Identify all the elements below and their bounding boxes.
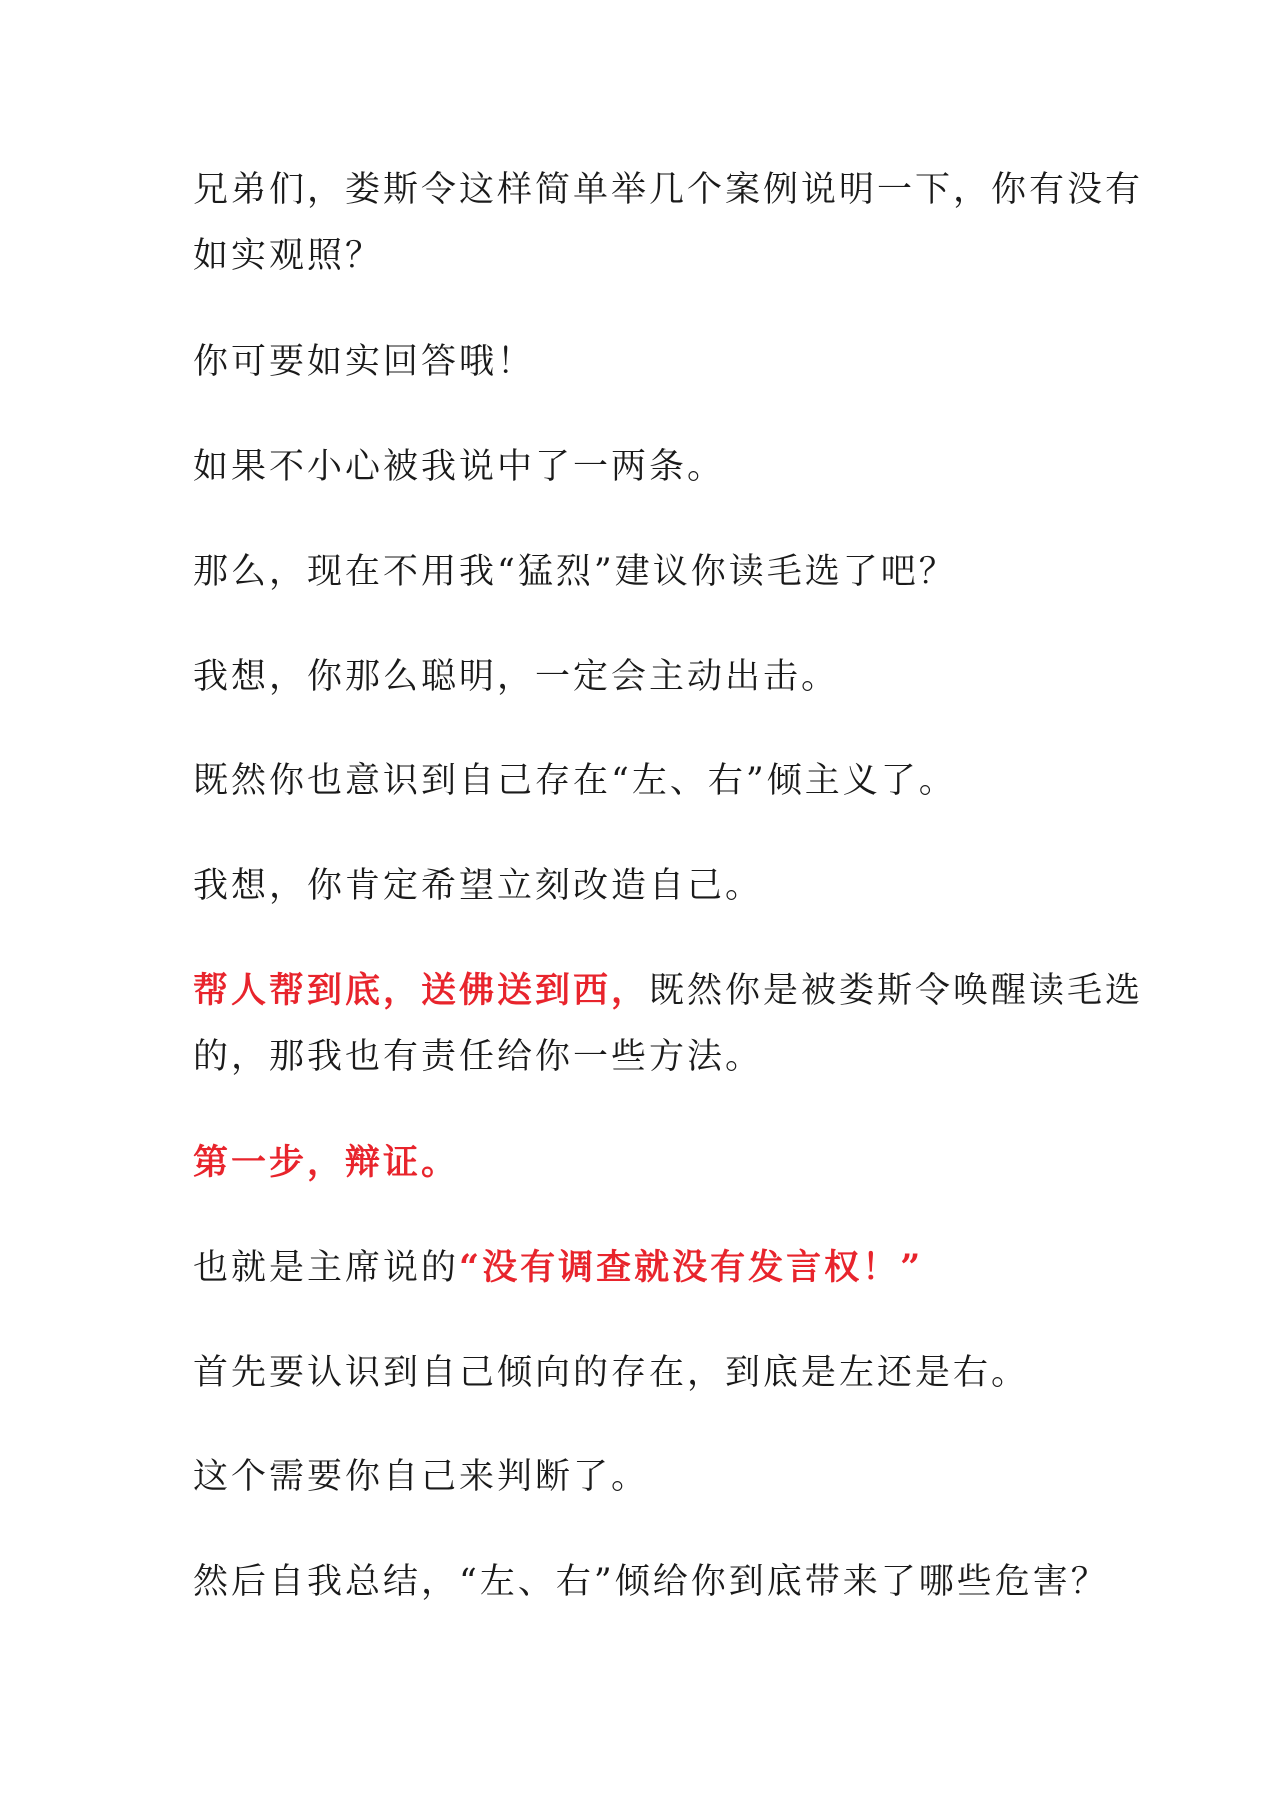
paragraph-intro-line2: 如实观照？ <box>193 236 384 276</box>
highlight-phrase: 帮人帮到底，送佛送到西， <box>193 970 650 1011</box>
paragraph-recognize-tendency: 首先要认识到自己倾向的存在，到底是左还是右。 <box>193 1353 1030 1393</box>
paragraph-self-summary: 然后自我总结，“左、右”倾给你到底带来了哪些危害？ <box>193 1562 1109 1602</box>
quote-lead-in: 也就是主席说的 <box>193 1248 460 1288</box>
paragraph-take-initiative: 我想，你那么聪明，一定会主动出击。 <box>193 657 840 697</box>
paragraph-reform-self: 我想，你肯定希望立刻改造自己。 <box>193 866 764 906</box>
step-one-heading: 第一步，辩证。 <box>193 1142 460 1183</box>
paragraph-help-methods-rest: 既然你是被娄斯令唤醒读毛选 <box>649 971 1144 1011</box>
paragraph-if-hit: 如果不小心被我说中了一两条。 <box>193 447 726 487</box>
paragraph-answer-honestly: 你可要如实回答哦！ <box>193 342 536 382</box>
paragraph-intro-line1: 兄弟们，娄斯令这样简单举几个案例说明一下，你有没有 <box>193 170 1144 210</box>
paragraph-left-right-awareness: 既然你也意识到自己存在“左、右”倾主义了。 <box>193 761 957 801</box>
paragraph-help-methods-line2: 的，那我也有责任给你一些方法。 <box>193 1037 764 1077</box>
paragraph-intro <box>193 157 1144 289</box>
paragraph-suggest-reading: 那么，现在不用我“猛烈”建议你读毛选了吧？ <box>193 552 957 592</box>
paragraph-judge-yourself: 这个需要你自己来判断了。 <box>193 1457 650 1497</box>
quote-highlight: “没有调查就没有发言权！” <box>459 1247 924 1288</box>
paragraph-chairman-quote <box>193 1235 1093 1301</box>
paragraph-help-methods <box>193 958 1144 1090</box>
